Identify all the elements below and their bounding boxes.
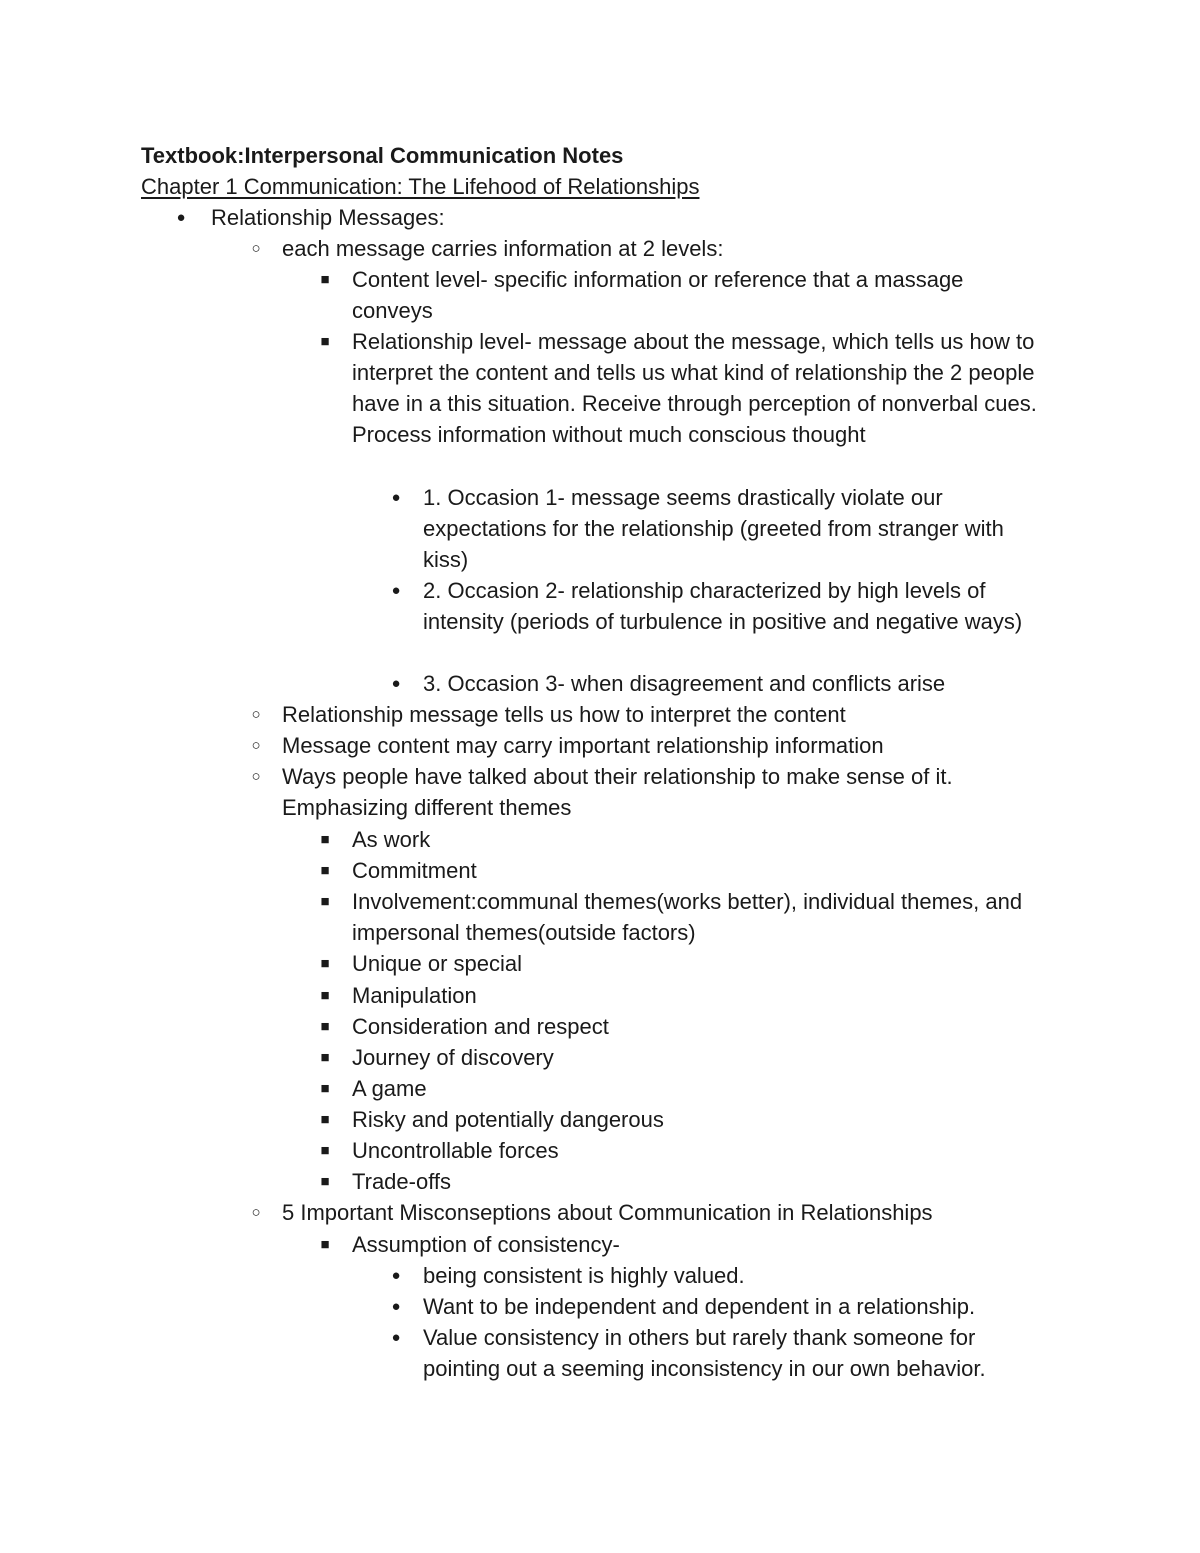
list-item: ■ Uncontrollable forces — [352, 1135, 1052, 1166]
list-item: ■ Assumption of consistency- — [352, 1229, 1052, 1260]
list-item: ● being consistent is highly valued. — [423, 1260, 1063, 1291]
list-item: ■ Unique or special — [352, 948, 1052, 979]
list-item: ● Want to be independent and dependent in a relationship. — [423, 1291, 1063, 1322]
bullet-hollow-circle-icon: ○ — [251, 768, 261, 785]
bullet-hollow-circle-icon: ○ — [251, 240, 261, 257]
bullet-square-icon: ■ — [320, 862, 330, 879]
list-item: ■ Risky and potentially dangerous — [352, 1104, 1052, 1135]
list-item: ■ Commitment — [352, 855, 1052, 886]
bullet-square-icon: ■ — [320, 1236, 330, 1253]
bullet-square-icon: ■ — [320, 333, 330, 350]
list-item: ○ Relationship message tells us how to interpret the content — [282, 699, 1062, 730]
bullet-filled-circle-icon: ● — [391, 489, 401, 506]
list-item: ● 3. Occasion 3- when disagreement and conflicts arise — [423, 668, 1063, 699]
bullet-square-icon: ■ — [320, 955, 330, 972]
list-item: ■ Journey of discovery — [352, 1042, 1052, 1073]
list-item: ■ Content level- specific information or reference that a massage conveys — [352, 264, 1042, 326]
bullet-square-icon: ■ — [320, 1173, 330, 1190]
bullet-filled-circle-icon: ● — [391, 1298, 401, 1315]
chapter-heading: Chapter 1 Communication: The Lifehood of Relationships — [141, 174, 700, 199]
list-item: ■ Consideration and respect — [352, 1011, 1052, 1042]
list-item: ○ Message content may carry important relationship information — [282, 730, 1062, 761]
list-item: ● 2. Occasion 2- relationship characterized by high levels of intensity (periods of turbulence in positive and negative ways) — [423, 575, 1033, 637]
list-item: ■ Involvement:communal themes(works better), individual themes, and impersonal themes(outside factors) — [352, 886, 1042, 948]
bullet-square-icon: ■ — [320, 1080, 330, 1097]
bullet-square-icon: ■ — [320, 1018, 330, 1035]
bullet-filled-circle-icon: ● — [391, 582, 401, 599]
list-item: ■ As work — [352, 824, 1052, 855]
list-item: ● Value consistency in others but rarely thank someone for pointing out a seeming inconsistency in our own behavior. — [423, 1322, 1033, 1384]
list-item: ■ Manipulation — [352, 980, 1052, 1011]
bullet-hollow-circle-icon: ○ — [251, 706, 261, 723]
list-item: ● 1. Occasion 1- message seems drastically violate our expectations for the relationship (greeted from stranger with kiss) — [423, 482, 1053, 575]
list-item: ● Relationship Messages: — [211, 202, 1061, 233]
bullet-square-icon: ■ — [320, 987, 330, 1004]
bullet-filled-circle-icon: ● — [391, 675, 401, 692]
bullet-filled-circle-icon: ● — [391, 1329, 401, 1346]
bullet-square-icon: ■ — [320, 1142, 330, 1159]
bullet-square-icon: ■ — [320, 1049, 330, 1066]
bullet-square-icon: ■ — [320, 831, 330, 848]
list-item: ○ 5 Important Misconseptions about Communication in Relationships — [282, 1197, 1062, 1228]
bullet-hollow-circle-icon: ○ — [251, 737, 261, 754]
list-item: ■ A game — [352, 1073, 1052, 1104]
document-title: Textbook:Interpersonal Communication Notes — [141, 143, 624, 168]
bullet-hollow-circle-icon: ○ — [251, 1204, 261, 1221]
bullet-square-icon: ■ — [320, 1111, 330, 1128]
list-item: ■ Relationship level- message about the message, which tells us how to interpret the content and tells us what kind of relationship the 2 people have in a this situation. Receive through perception of nonverbal cues. Process information without much conscious thought — [352, 326, 1064, 450]
list-item: ○ each message carries information at 2 levels: — [282, 233, 1062, 264]
list-item: ○ Ways people have talked about their relationship to make sense of it. Emphasizing different themes — [282, 761, 1012, 823]
bullet-square-icon: ■ — [320, 893, 330, 910]
bullet-square-icon: ■ — [320, 271, 330, 288]
list-item: ■ Trade-offs — [352, 1166, 1052, 1197]
bullet-filled-circle-icon: ● — [391, 1267, 401, 1284]
bullet-filled-circle-icon: ● — [176, 209, 186, 226]
